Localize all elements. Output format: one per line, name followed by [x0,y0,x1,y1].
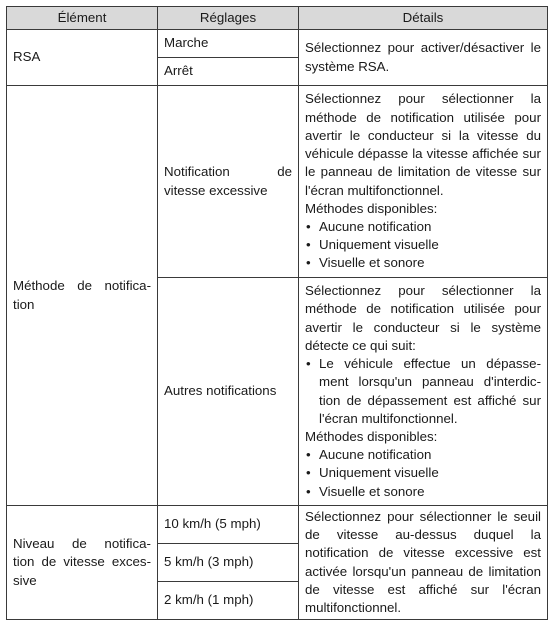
list-item: • Le véhicule effectue un dépasse-ment lorsqu'un panneau d'interdic-tion de dépassement est affiché sur l'écran multifonctionnel. [305,355,541,428]
element-line: tion [13,296,35,312]
threshold-setting-5: 5 km/h (3 mph) [158,544,299,582]
element-line: tion de vitesse exces- [13,554,151,570]
list-item: • Visuelle et sonore [305,483,541,501]
list-item: • Aucune notification [305,446,541,464]
methods-list [305,446,541,501]
table-row [7,86,548,278]
element-line: sive [13,572,37,588]
overspeed-level-element [7,506,158,620]
rsa-setting-off: Arrêt [158,58,299,86]
methods-label: Méthodes disponibles: [305,428,438,444]
overspeed-notification-details [299,86,548,278]
header-details: Détails [299,7,548,30]
other-notifications-setting: Autres notifications [158,278,299,506]
threshold-setting-2: 2 km/h (1 mph) [158,582,299,620]
details-text: Sélectionnez pour sélectionner la méthode de notification utilisée pour avertir le conducteur si le système détecte ce qui suit: [305,283,541,353]
table-row [7,506,548,544]
methods-label: Méthodes disponibles: [305,200,438,216]
rsa-details: Sélectionnez pour activer/désactiver le système RSA. [299,30,548,86]
list-item: • Uniquement visuelle [305,464,541,482]
setting-line: vitesse excessive [164,182,268,198]
header-element: Élément [7,7,158,30]
element-line: Méthode de notifica- [13,278,151,294]
header-settings: Réglages [158,7,299,30]
setting-line: Notification de [164,164,292,180]
other-notifications-details [299,278,548,506]
settings-table [6,6,548,620]
notification-method-element [7,86,158,506]
threshold-setting-10: 10 km/h (5 mph) [158,506,299,544]
table-row [7,30,548,58]
rsa-setting-on: Marche [158,30,299,58]
list-item: • Visuelle et sonore [305,254,541,272]
overspeed-level-details: Sélectionnez pour sélectionner le seuil de vitesse au-dessus duquel la notification de vitesse excessive est activée lorsqu'un panneau de limitation de vitesse est affiché sur l'écran multifonctionnel. [299,506,548,620]
details-text: Sélectionnez pour sélectionner la méthode de notification utilisée pour avertir le conducteur si la vitesse du véhicule dépasse la vitesse affichée sur le panneau de limitation de vitesse sur l'écran multifonctionnel. [305,91,541,198]
conditions-list [305,355,541,428]
methods-list [305,218,541,273]
table-header-row [7,7,548,30]
list-item: • Uniquement visuelle [305,236,541,254]
element-line: Niveau de notifica- [13,536,151,552]
rsa-element: RSA [7,30,158,86]
list-item: • Aucune notification [305,218,541,236]
overspeed-notification-setting [158,86,299,278]
